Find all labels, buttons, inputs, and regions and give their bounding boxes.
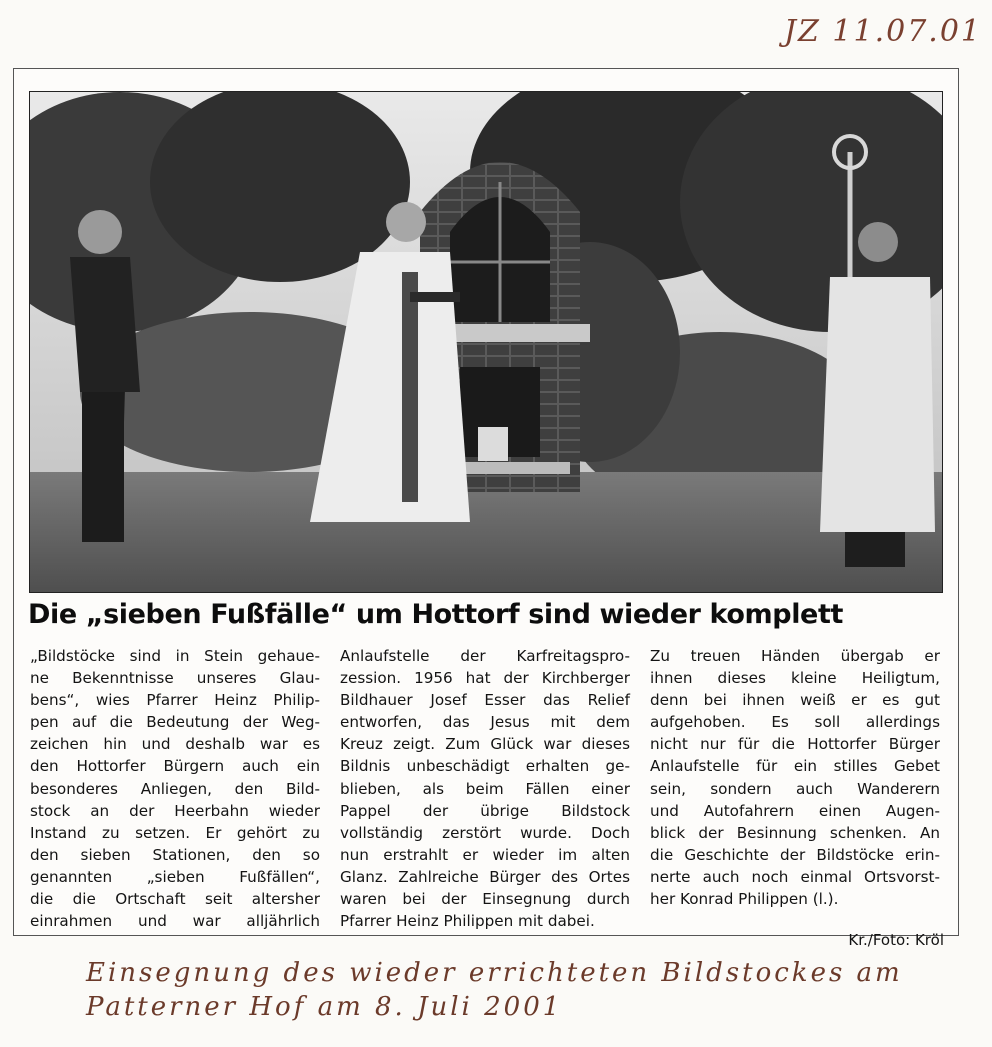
text-line: entworfen, das Jesus mit dem: [340, 713, 630, 732]
text-line: besonderes Anliegen, den Bild-: [30, 779, 320, 798]
text-line: Instand zu setzen. Er gehört zu: [30, 823, 320, 842]
text-line: den sieben Stationen, den so: [30, 845, 320, 864]
text-line: nun erstrahlt er wieder im alten: [340, 845, 630, 864]
text-line: ihnen dieses kleine Heiligtum,: [650, 669, 940, 688]
text-line: Bildnis unbeschädigt erhalten ge-: [340, 757, 630, 776]
text-line: stock an der Heerbahn wieder: [30, 801, 320, 820]
text-line: einrahmen und war alljährlich: [30, 912, 320, 931]
text-line: ne Bekenntnisse unseres Glau-: [30, 669, 320, 688]
text-line: sein, sondern auch Wanderern: [650, 779, 940, 798]
text-line: Pfarrer Heinz Philippen mit dabei.: [340, 912, 595, 931]
text-line: die die Ortschaft seit altersher: [30, 890, 320, 909]
text-line: her Konrad Philippen (l.).: [650, 890, 839, 909]
text-line: bens“, wies Pfarrer Heinz Philip-: [30, 691, 320, 710]
article-photo: [29, 91, 943, 593]
text-line: Bildhauer Josef Esser das Relief: [340, 691, 630, 710]
article-column-3: [650, 645, 940, 910]
text-line: Anlaufstelle für ein stilles Gebet: [650, 757, 940, 776]
text-line: zession. 1956 hat der Kirchberger: [340, 669, 630, 688]
text-line: Zu treuen Händen übergab er: [650, 647, 940, 665]
text-line: und Autofahrern einen Augen-: [650, 801, 940, 820]
text-line: zeichen hin und deshalb war es: [30, 735, 320, 754]
text-line: Glanz. Zahlreiche Bürger des Ortes: [340, 867, 630, 886]
text-line: blieben, als beim Fällen einer: [340, 779, 630, 798]
text-line: Pappel der übrige Bildstock: [340, 801, 630, 820]
article-column-2: [340, 645, 630, 932]
handwritten-date: JZ 11.07.01: [784, 14, 983, 49]
text-line: Anlaufstelle der Karfreitagspro-: [340, 647, 630, 665]
text-line: den Hottorfer Bürgern auch ein: [30, 757, 320, 776]
text-line: „Bildstöcke sind in Stein gehaue-: [30, 647, 320, 665]
text-line: blick der Besinnung schenken. An: [650, 823, 940, 842]
photo-credit: Kr./Foto: Kröl: [848, 931, 944, 949]
text-line: waren bei der Einsegnung durch: [340, 890, 630, 909]
text-line: Kreuz zeigt. Zum Glück war dieses: [340, 735, 630, 754]
handwritten-caption-line-1: Einsegnung des wieder errichteten Bildstockes am: [86, 958, 903, 988]
text-line: nicht nur für die Hottorfer Bürger: [650, 735, 940, 754]
text-line: vollständig zerstört wurde. Doch: [340, 823, 630, 842]
text-line: pen auf die Bedeutung der Weg-: [30, 713, 320, 732]
text-line: aufgehoben. Es soll allerdings: [650, 713, 940, 732]
newspaper-clipping: [13, 68, 959, 949]
handwritten-caption-line-2: Patterner Hof am 8. Juli 2001: [86, 992, 563, 1022]
text-line: denn bei ihnen weiß er es gut: [650, 691, 940, 710]
article-headline: Die „sieben Fußfälle“ um Hottorf sind wieder komplett: [28, 599, 843, 630]
text-line: genannten „sieben Fußfällen“,: [30, 867, 320, 886]
article-column-1: [30, 645, 320, 932]
text-line: die Geschichte der Bildstöcke erin-: [650, 845, 940, 864]
text-line: nerte auch noch einmal Ortsvorst-: [650, 867, 940, 886]
